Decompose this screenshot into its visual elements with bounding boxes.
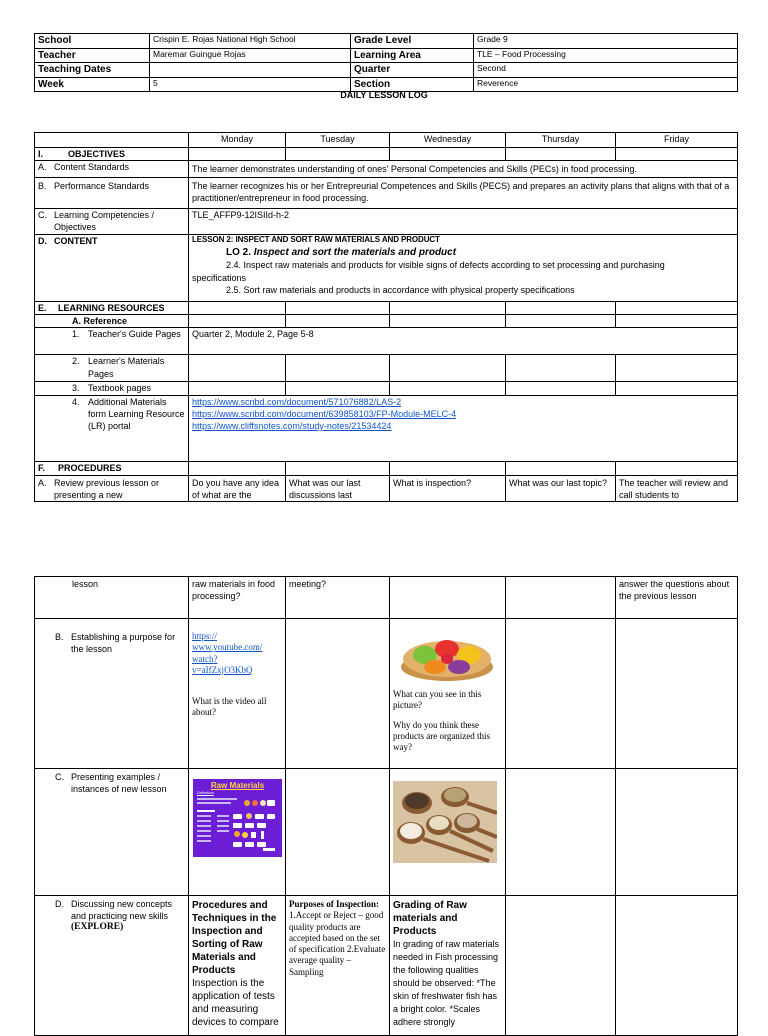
lesson-log-table (34, 132, 738, 502)
lo-title: LO 2. Inspect and sort the materials and product (226, 246, 457, 258)
discussing-monday-title: Procedures and Techniques in the Inspection and Sorting of Raw Materials and Products (192, 900, 277, 976)
reference-label: A. Reference (35, 315, 189, 328)
discussing-wednesday-title: Grading of Raw materials and Products (393, 900, 467, 937)
poster-graphic (197, 796, 277, 852)
objectives-label: OBJECTIVES (68, 149, 126, 159)
review-monday-1: Do you have any idea of what are the (189, 475, 286, 501)
examples-monday (189, 769, 286, 896)
teachers-guide-row (35, 328, 738, 355)
area-label: Learning Area (351, 48, 474, 63)
section-value: Reverence (474, 77, 738, 92)
resource-link-3[interactable]: https://www.cliffsnotes.com/study-notes/21534424 (192, 420, 392, 431)
day-header-row (35, 133, 738, 148)
purpose-monday-question: What is the video all about? (192, 696, 267, 718)
review-friday-2: answer the questions about the previous lesson (616, 577, 738, 619)
discussing-wednesday (390, 896, 506, 1036)
day-header-blank (35, 133, 189, 148)
cs-num: A. (38, 162, 47, 173)
cs-label: Content Standards (54, 162, 130, 173)
content-standards-row (35, 161, 738, 178)
week-label: Week (35, 77, 150, 92)
raw-materials-poster (193, 779, 282, 857)
resources-label: LEARNING RESOURCES (58, 303, 165, 314)
review-label-1: Review previous lesson or presenting a new (54, 477, 160, 500)
review-tuesday-1: What was our last discussions last (286, 475, 390, 501)
discussing-wednesday-body: In grading of raw materials needed in Fish processing the following qualities should be observed: *The skin of freshwater fish has a bright color. *Scales adhere strongly (393, 939, 500, 1028)
header-row-dates (35, 63, 738, 78)
examples-row (35, 769, 738, 896)
day-friday: Friday (616, 133, 738, 148)
examples-wednesday (390, 769, 506, 896)
tg-label: Teacher's Guide Pages (88, 329, 181, 340)
log-title: DAILY LESSON LOG (340, 90, 428, 100)
purpose-num: B. (55, 632, 64, 642)
am-label: Additional Materials form Learning Resource (LR) portal (88, 396, 185, 431)
school-label: School (35, 34, 150, 49)
review-row-part2 (35, 577, 738, 619)
lesson-log-table-continued (34, 576, 738, 1036)
discussing-tuesday-title: Purposes of Inspection: (289, 899, 380, 909)
ps-value: The learner recognizes his or her Entrepreurial Competences and Skills (PECS) and prepares an activity plans that aligns with that of a practitioner/entrepreneur in food processing. (189, 178, 738, 209)
poster-title: Raw Materials (210, 781, 265, 790)
lc-num: C. (38, 210, 47, 221)
review-num: A. (38, 477, 47, 488)
grains-spoons-image (393, 781, 497, 863)
resources-row (35, 302, 738, 315)
header-row-teacher (35, 48, 738, 63)
teacher-label: Teacher (35, 48, 150, 63)
lc-label: Learning Competencies / Objectives (54, 210, 155, 233)
dates-label: Teaching Dates (35, 63, 150, 78)
tb-label: Textbook pages (88, 383, 152, 394)
review-row-part1 (35, 475, 738, 501)
day-monday: Monday (189, 133, 286, 148)
week-value: 5 (150, 77, 351, 92)
discussing-tuesday (286, 896, 390, 1036)
purpose-wednesday (390, 619, 506, 769)
review-tuesday-2: meeting? (286, 577, 390, 619)
school-value: Crispin E. Rojas National High School (150, 34, 351, 49)
header-table (34, 33, 738, 92)
tg-num: 1. (72, 329, 80, 340)
performance-standards-row (35, 178, 738, 209)
quarter-label: Quarter (351, 63, 474, 78)
content-item-1-cont: specifications (192, 272, 247, 283)
review-monday-2: raw materials in food processing? (189, 577, 286, 619)
grade-label: Grade Level (351, 34, 474, 49)
youtube-link[interactable]: https:// www.youtube.com/ watch? v=aIfZxjO3KbQ (192, 631, 263, 675)
purpose-wednesday-question-1: What can you see in this picture? (393, 689, 482, 711)
am-links (189, 395, 738, 461)
review-friday-1: The teacher will review and call students to (616, 475, 738, 501)
discussing-monday-body: Inspection is the application of tests and measuring devices to compare (192, 978, 279, 1028)
teacher-value: Maremar Guingue Rojas (150, 48, 351, 63)
discussing-tuesday-body: 1.Accept or Reject – good quality products are accepted based on the set of specification 2.Evaluate average quality – Sampling (289, 910, 386, 977)
content-num: D. (38, 236, 47, 247)
day-wednesday: Wednesday (390, 133, 506, 148)
objectives-num: I. (38, 149, 44, 159)
purpose-row (35, 619, 738, 769)
review-label-2: lesson (35, 577, 189, 619)
reference-row (35, 315, 738, 328)
competencies-row (35, 209, 738, 235)
quarter-value: Second (474, 63, 738, 78)
examples-label: Presenting examples / instances of new lesson (71, 772, 167, 795)
objectives-row (35, 148, 738, 161)
content-cell (189, 235, 738, 302)
purpose-label: Establishing a purpose for the lesson (71, 632, 176, 655)
lc-value: TLE_AFFP9-12ISIId-h-2 (189, 209, 738, 235)
poster-subtitle: Definition (197, 789, 214, 795)
resource-link-1[interactable]: https://www.scribd.com/document/571076882/LAS-2 (192, 396, 402, 407)
procedures-num: F. (38, 462, 46, 473)
review-wednesday: What is inspection? (390, 475, 506, 501)
procedures-row (35, 461, 738, 475)
tg-value: Quarter 2, Module 2, Page 5-8 (189, 328, 738, 355)
content-item-1: 2.4. Inspect raw materials and products for visible signs of defects according to set processing and purchasing (226, 260, 665, 271)
textbook-row (35, 382, 738, 395)
ps-label: Performance Standards (54, 181, 150, 192)
header-row-school (35, 34, 738, 49)
lesson-title: LESSON 2: INSPECT AND SORT RAW MATERIALS AND PRODUCT (192, 235, 440, 245)
discussing-num: D. (55, 899, 64, 909)
learners-materials-row (35, 355, 738, 382)
grade-value: Grade 9 (474, 34, 738, 49)
content-row (35, 235, 738, 302)
ps-num: B. (38, 181, 47, 192)
examples-num: C. (55, 772, 64, 782)
discussing-row (35, 896, 738, 1036)
day-thursday: Thursday (506, 133, 616, 148)
content-item-2: 2.5. Sort raw materials and products in accordance with physical property specifications (226, 284, 575, 295)
content-label: CONTENT (54, 236, 98, 247)
purpose-monday (189, 619, 286, 769)
resource-link-2[interactable]: https://www.scribd.com/document/639858103/FP-Module-MELC-4 (192, 408, 457, 419)
purpose-wednesday-question-2: Why do you think these products are organized this way? (393, 719, 491, 752)
discussing-label-explore: (EXPLORE) (71, 922, 124, 933)
lm-num: 2. (72, 356, 80, 367)
cs-value: The learner demonstrates understanding of ones' Personal Competencies and Skills (PECs) in food processing. (189, 161, 738, 178)
organized-produce-image (397, 625, 497, 683)
am-num: 4. (72, 396, 80, 407)
tb-num: 3. (72, 383, 80, 394)
day-tuesday: Tuesday (286, 133, 390, 148)
section-label: Section (351, 77, 474, 92)
lm-label: Learner's Materials Pages (88, 356, 165, 379)
review-thursday: What was our last topic? (506, 475, 616, 501)
dates-value (150, 63, 351, 78)
procedures-label: PROCEDURES (58, 462, 122, 473)
area-value: TLE – Food Processing (474, 48, 738, 63)
resources-num: E. (38, 303, 47, 314)
discussing-label: Discussing new concepts and practicing new skills (71, 899, 173, 922)
discussing-monday (189, 896, 286, 1036)
additional-materials-row (35, 395, 738, 461)
